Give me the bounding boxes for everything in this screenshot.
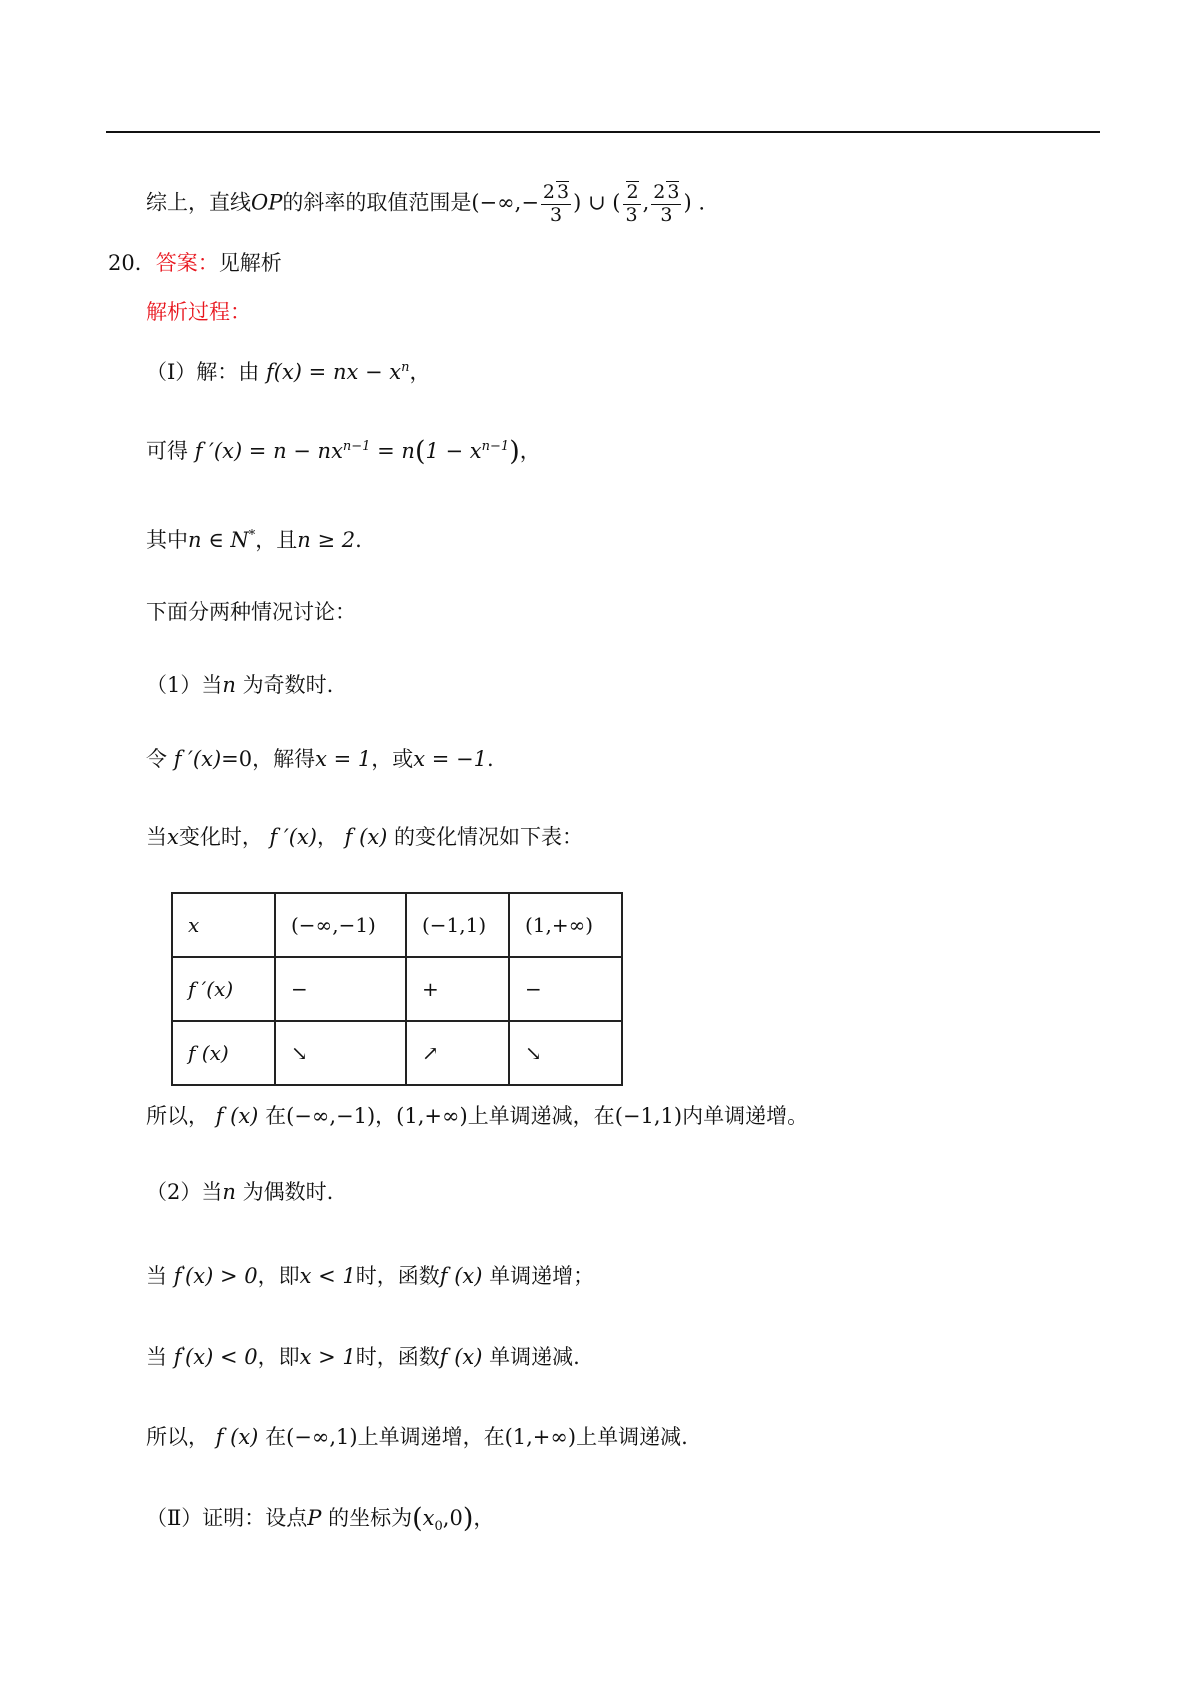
- table-cell: f (x): [172, 1021, 275, 1085]
- header-rule: [106, 131, 1100, 133]
- line-odd-conclusion: 所以， f (x) 在(−∞,−1)，(1,+∞)上单调递减，在(−1,1)内单调递增。: [146, 1104, 809, 1128]
- line-derivative: 可得 f $'(x) = n - nx^{n-1} = n(1 - x^{n-1})$，: [146, 436, 541, 467]
- table-cell: ↘: [509, 1021, 622, 1085]
- question-20-answer: [108, 248, 282, 278]
- analysis-label: 解析过程：: [146, 300, 251, 324]
- line-even-conclusion: 所以， f (x) 在(−∞,1)上单调递增，在(1,+∞)上单调递减.: [146, 1425, 688, 1449]
- table-row: [172, 957, 622, 1021]
- line-table-intro: 当x变化时， f ′(x)， f (x) 的变化情况如下表：: [146, 825, 584, 849]
- table-cell: ↘: [275, 1021, 406, 1085]
- line-domain: 其中n ∈ N*，且n ≥ 2.: [146, 528, 362, 552]
- question-number: 20．: [108, 251, 156, 275]
- table-cell: f ′(x): [172, 957, 275, 1021]
- fraction-2sqrt3-over-3-b: $\frac{2 3}{3}$: [653, 181, 680, 226]
- line-discussion: 下面分两种情况讨论：: [146, 600, 356, 624]
- table-cell: (1,+∞): [509, 893, 622, 957]
- table-cell: (−1,1): [406, 893, 509, 957]
- table-row: [172, 1021, 622, 1085]
- line-case-odd: （1）当n 为奇数时.: [146, 673, 334, 697]
- table-cell: −: [509, 957, 622, 1021]
- fraction-2sqrt3-over-3: $\frac{2 3}{3}$: [542, 181, 570, 226]
- variation-table: [171, 892, 623, 1086]
- table-cell: ↗: [406, 1021, 509, 1085]
- table-cell: (−∞,−1): [275, 893, 406, 957]
- line-case-even: （2）当n 为偶数时.: [146, 1180, 334, 1204]
- table-cell: x: [172, 893, 275, 957]
- summary-line: 综上，直线OP的斜率的取值范围是(−∞,− $\frac{2 3}{3}$ ) ∪ ( $\frac{2}{3}$ , $\frac{2 3}{3}$ ) .: [146, 181, 706, 226]
- table-cell: −: [275, 957, 406, 1021]
- table-cell: +: [406, 957, 509, 1021]
- line-part-2: （Ⅱ）证明：设点P 的坐标为$(x_0,0)$，: [146, 1503, 495, 1535]
- answer-text: 见解析: [218, 251, 282, 275]
- fraction-sqrt2-over-3: $\frac{2}{3}$: [623, 181, 641, 227]
- answer-label: 答案：: [155, 251, 219, 275]
- line-part-1: （Ⅰ）解：由 f(x) = nx − $x^n$，: [146, 360, 431, 384]
- line-even-decrease: 当 f'(x) < 0，即x > 1时，函数f (x) 单调递减.: [146, 1345, 580, 1369]
- table-row: [172, 893, 622, 957]
- line-even-increase: 当 f'(x) > 0，即x < 1时，函数f (x) 单调递增；: [146, 1264, 595, 1288]
- line-solve: 令 f ′(x)=0，解得x = 1，或x = −1.: [146, 747, 494, 771]
